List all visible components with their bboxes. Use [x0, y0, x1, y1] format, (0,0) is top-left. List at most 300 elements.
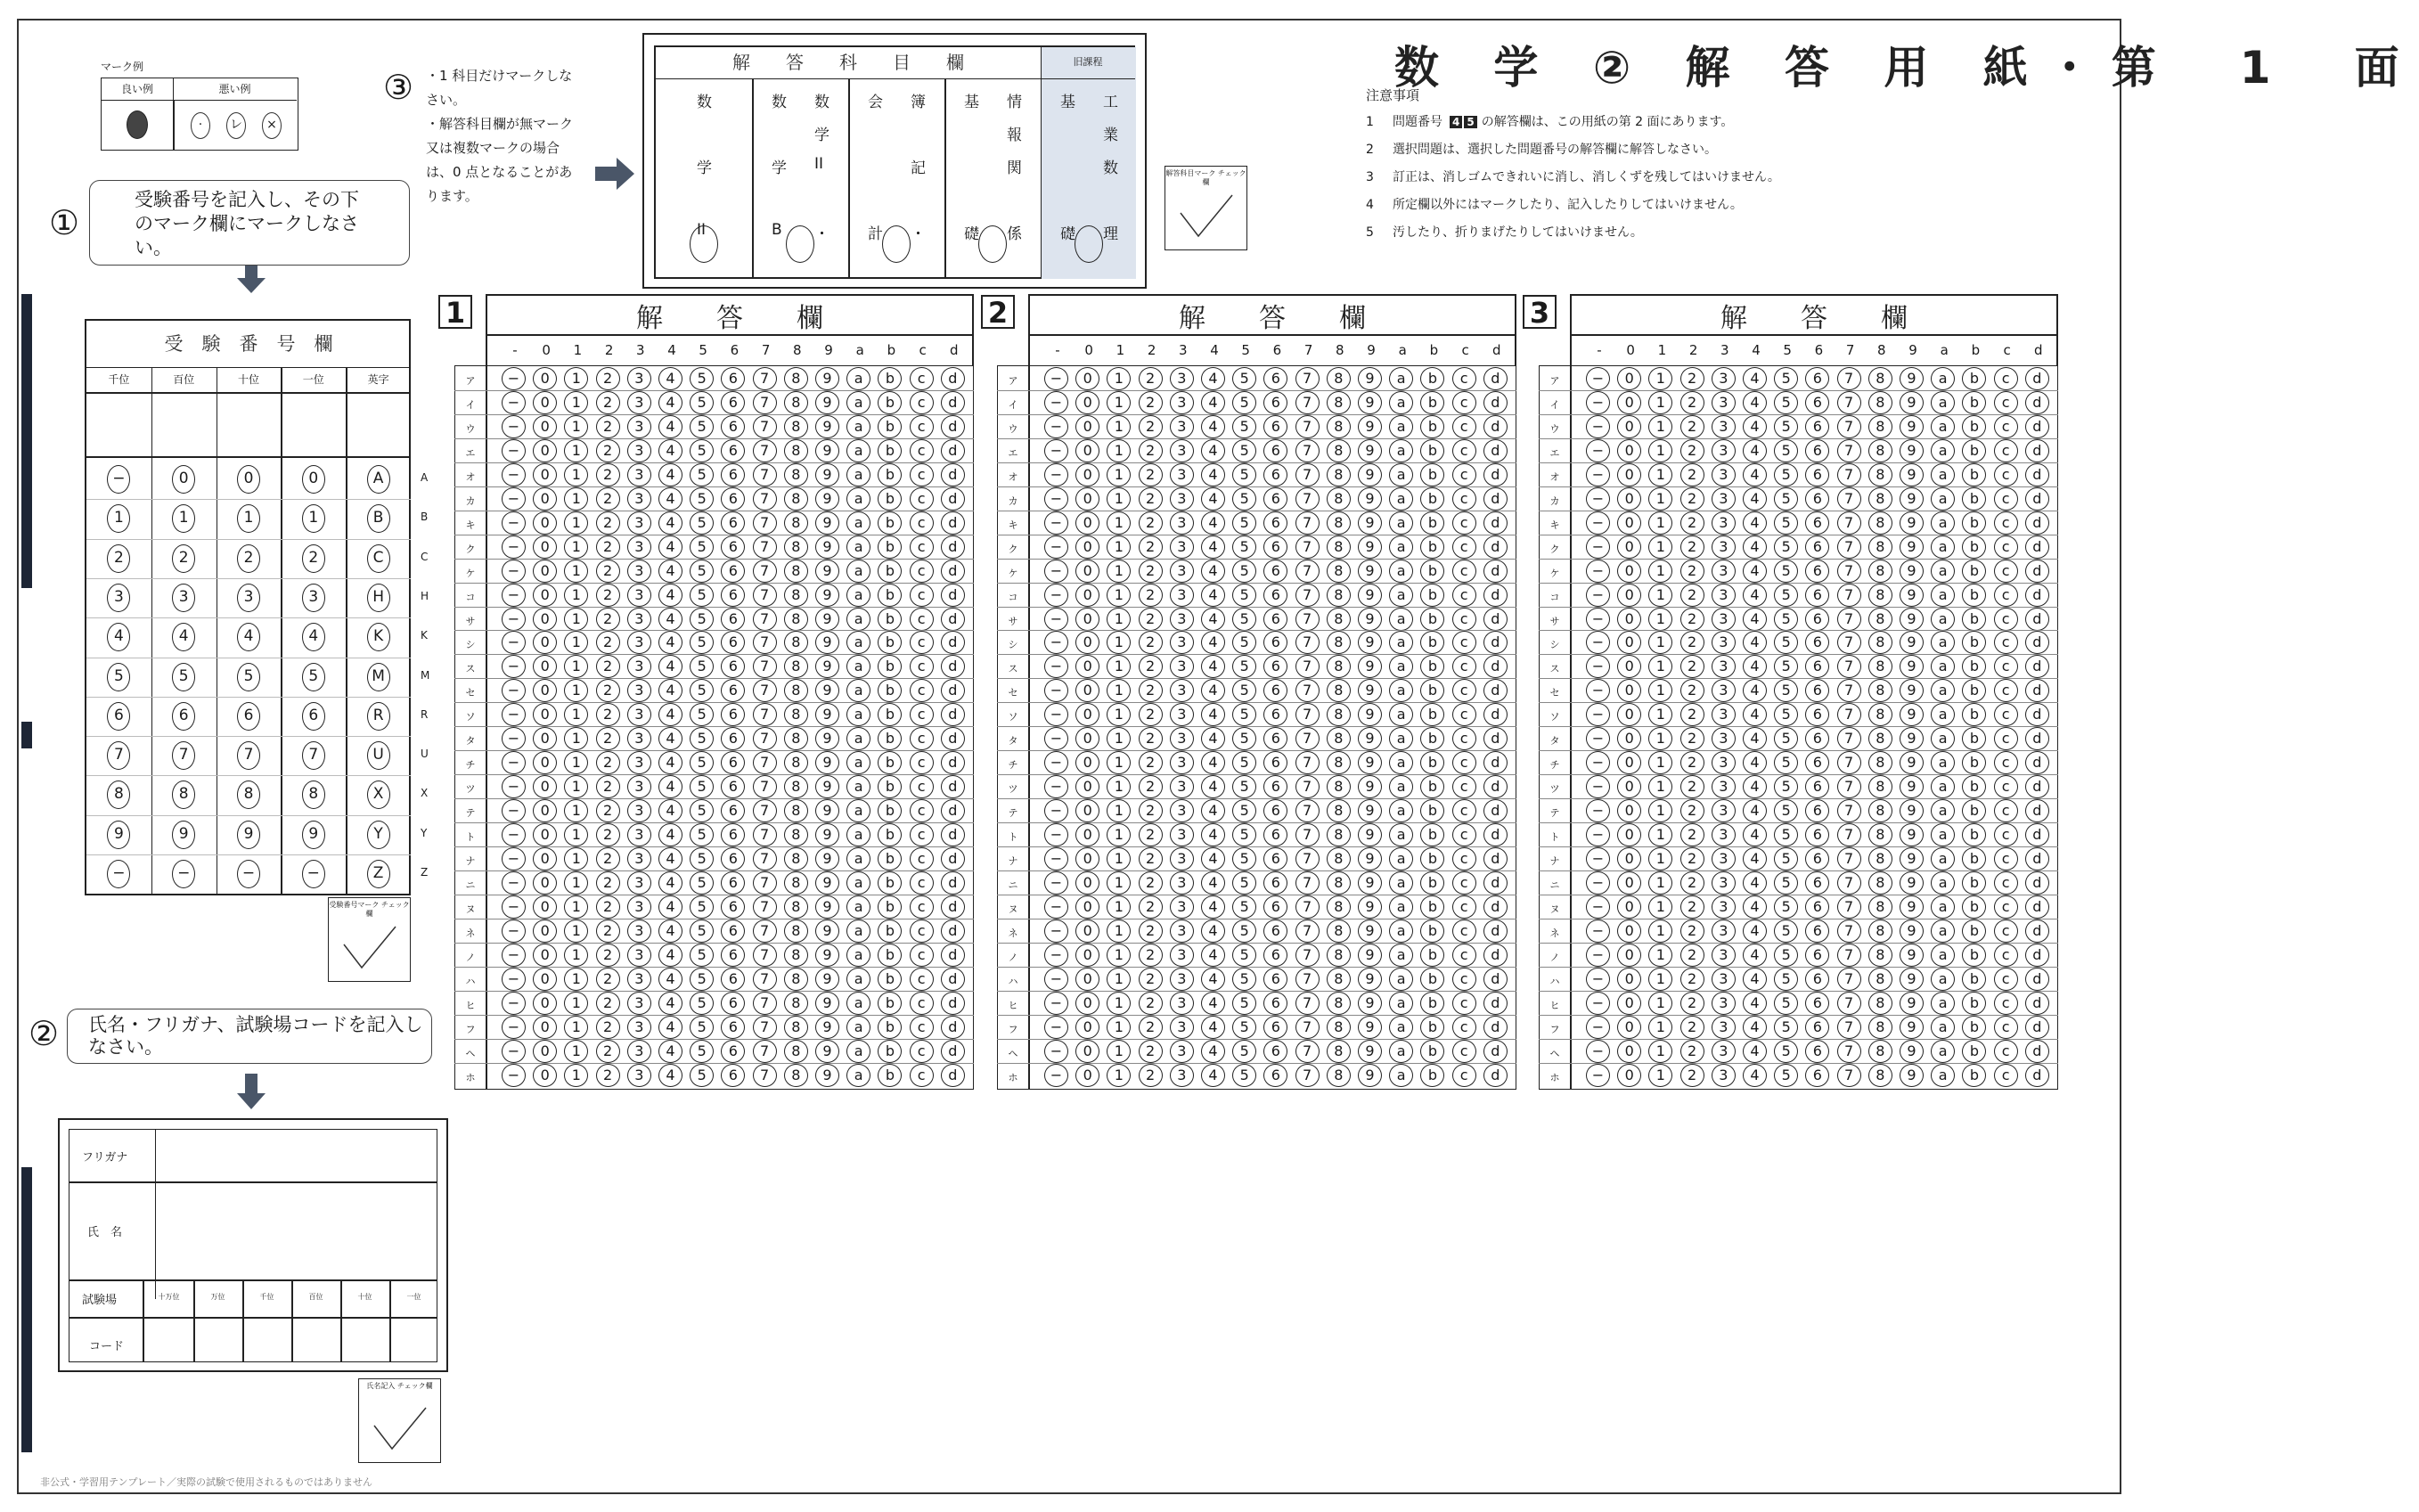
answer-bubble[interactable]: b: [1420, 631, 1444, 654]
answer-bubble[interactable]: c: [1994, 823, 2018, 846]
answer-bubble[interactable]: c: [1452, 487, 1476, 511]
answer-bubble[interactable]: b: [1962, 703, 1986, 726]
answer-bubble[interactable]: 1: [1107, 463, 1131, 486]
answer-bubble[interactable]: a: [1389, 1064, 1413, 1087]
answer-bubble[interactable]: a: [1389, 655, 1413, 678]
answer-bubble[interactable]: 9: [815, 415, 839, 438]
answer-bubble[interactable]: 6: [1805, 1016, 1829, 1039]
answer-bubble[interactable]: −: [1586, 463, 1610, 486]
answer-bubble[interactable]: 4: [1201, 895, 1225, 919]
answer-bubble[interactable]: c: [910, 391, 934, 414]
answer-bubble[interactable]: 7: [1837, 679, 1861, 702]
answer-bubble[interactable]: c: [1994, 968, 2018, 991]
answer-bubble[interactable]: 1: [564, 1016, 588, 1039]
answer-bubble[interactable]: 7: [753, 751, 777, 774]
answer-bubble[interactable]: 2: [1680, 727, 1704, 750]
answer-bubble[interactable]: 7: [1295, 584, 1320, 607]
answer-bubble[interactable]: 5: [1232, 560, 1256, 583]
answer-bubble[interactable]: 5: [690, 1064, 714, 1087]
answer-bubble[interactable]: c: [910, 751, 934, 774]
answer-bubble[interactable]: 6: [721, 415, 745, 438]
answer-bubble[interactable]: d: [941, 1040, 965, 1063]
answer-bubble[interactable]: c: [1452, 367, 1476, 390]
answer-bubble[interactable]: −: [502, 751, 526, 774]
answer-bubble[interactable]: b: [1420, 751, 1444, 774]
exam-digit-bubble[interactable]: 3: [172, 584, 195, 612]
answer-bubble[interactable]: 1: [1107, 703, 1131, 726]
answer-bubble[interactable]: −: [502, 560, 526, 583]
answer-bubble[interactable]: 9: [1358, 535, 1382, 559]
answer-bubble[interactable]: 0: [1075, 775, 1099, 798]
answer-bubble[interactable]: 3: [1170, 968, 1194, 991]
answer-bubble[interactable]: 2: [1139, 919, 1163, 943]
answer-bubble[interactable]: 9: [1358, 871, 1382, 895]
answer-bubble[interactable]: 9: [815, 679, 839, 702]
answer-bubble[interactable]: 2: [1680, 968, 1704, 991]
answer-bubble[interactable]: 0: [1075, 1064, 1099, 1087]
answer-bubble[interactable]: 4: [1201, 511, 1225, 535]
answer-bubble[interactable]: 9: [815, 487, 839, 511]
answer-bubble[interactable]: 4: [658, 871, 682, 895]
answer-bubble[interactable]: a: [1389, 608, 1413, 631]
answer-bubble[interactable]: 2: [1680, 992, 1704, 1015]
exam-digit-bubble[interactable]: 0: [302, 465, 325, 494]
furigana-field[interactable]: [157, 1130, 437, 1181]
answer-bubble[interactable]: 6: [1263, 584, 1287, 607]
answer-bubble[interactable]: 9: [1358, 751, 1382, 774]
answer-bubble[interactable]: b: [1420, 919, 1444, 943]
answer-bubble[interactable]: 8: [1868, 1040, 1892, 1063]
answer-bubble[interactable]: 1: [1648, 584, 1672, 607]
answer-bubble[interactable]: b: [878, 367, 902, 390]
answer-bubble[interactable]: d: [1483, 703, 1508, 726]
answer-bubble[interactable]: 9: [1358, 992, 1382, 1015]
answer-bubble[interactable]: d: [1483, 560, 1508, 583]
answer-bubble[interactable]: 0: [1617, 919, 1641, 943]
answer-bubble[interactable]: 8: [784, 895, 808, 919]
answer-bubble[interactable]: d: [2025, 367, 2049, 390]
answer-bubble[interactable]: 4: [1201, 703, 1225, 726]
answer-bubble[interactable]: 9: [1358, 367, 1382, 390]
answer-bubble[interactable]: −: [1044, 487, 1068, 511]
answer-bubble[interactable]: c: [910, 895, 934, 919]
answer-bubble[interactable]: 2: [1139, 487, 1163, 511]
answer-bubble[interactable]: 2: [596, 703, 620, 726]
exam-number-check-box[interactable]: [328, 897, 411, 982]
answer-bubble[interactable]: 6: [1805, 631, 1829, 654]
answer-bubble[interactable]: 9: [1900, 535, 1924, 559]
answer-bubble[interactable]: 6: [1263, 560, 1287, 583]
answer-bubble[interactable]: 9: [1358, 919, 1382, 943]
answer-bubble[interactable]: 4: [658, 919, 682, 943]
answer-bubble[interactable]: −: [1586, 775, 1610, 798]
exam-digit-bubble[interactable]: X: [367, 781, 390, 809]
answer-bubble[interactable]: 8: [1327, 439, 1351, 462]
answer-bubble[interactable]: 3: [1170, 775, 1194, 798]
answer-bubble[interactable]: 6: [1263, 968, 1287, 991]
answer-bubble[interactable]: −: [1586, 895, 1610, 919]
answer-bubble[interactable]: d: [1483, 463, 1508, 486]
exam-digit-bubble[interactable]: 9: [302, 821, 325, 849]
answer-bubble[interactable]: d: [941, 992, 965, 1015]
answer-bubble[interactable]: c: [1994, 871, 2018, 895]
answer-bubble[interactable]: 2: [1680, 703, 1704, 726]
answer-bubble[interactable]: 0: [1075, 463, 1099, 486]
answer-bubble[interactable]: 1: [1648, 655, 1672, 678]
answer-bubble[interactable]: 5: [690, 391, 714, 414]
answer-bubble[interactable]: 1: [564, 751, 588, 774]
answer-bubble[interactable]: c: [910, 1064, 934, 1087]
answer-bubble[interactable]: 1: [1648, 871, 1672, 895]
answer-bubble[interactable]: 3: [1712, 367, 1736, 390]
answer-bubble[interactable]: 5: [1232, 535, 1256, 559]
answer-bubble[interactable]: 8: [784, 871, 808, 895]
answer-bubble[interactable]: 2: [596, 463, 620, 486]
answer-bubble[interactable]: 0: [1075, 919, 1099, 943]
answer-bubble[interactable]: 0: [533, 1016, 557, 1039]
answer-bubble[interactable]: 4: [658, 535, 682, 559]
exam-digit-bubble[interactable]: 3: [107, 584, 130, 612]
answer-bubble[interactable]: 7: [1295, 391, 1320, 414]
answer-bubble[interactable]: a: [1389, 415, 1413, 438]
answer-bubble[interactable]: c: [910, 511, 934, 535]
answer-bubble[interactable]: b: [1962, 439, 1986, 462]
answer-bubble[interactable]: 0: [533, 391, 557, 414]
answer-bubble[interactable]: 0: [533, 919, 557, 943]
exam-digit-bubble[interactable]: 1: [107, 504, 130, 533]
answer-bubble[interactable]: c: [1452, 439, 1476, 462]
answer-bubble[interactable]: 7: [1295, 631, 1320, 654]
answer-bubble[interactable]: d: [941, 415, 965, 438]
answer-bubble[interactable]: −: [1586, 1064, 1610, 1087]
answer-bubble[interactable]: 6: [1805, 679, 1829, 702]
answer-bubble[interactable]: b: [1420, 608, 1444, 631]
answer-bubble[interactable]: 1: [1648, 1040, 1672, 1063]
answer-bubble[interactable]: 5: [690, 655, 714, 678]
answer-bubble[interactable]: 6: [1805, 535, 1829, 559]
subject-bubble[interactable]: [978, 225, 1007, 263]
answer-bubble[interactable]: 2: [1680, 415, 1704, 438]
answer-bubble[interactable]: 4: [1743, 367, 1767, 390]
answer-bubble[interactable]: d: [2025, 992, 2049, 1015]
answer-bubble[interactable]: 2: [1680, 1040, 1704, 1063]
answer-bubble[interactable]: 1: [1648, 535, 1672, 559]
answer-bubble[interactable]: 5: [1774, 992, 1798, 1015]
exam-write-box[interactable]: [282, 394, 344, 454]
answer-bubble[interactable]: −: [1044, 895, 1068, 919]
answer-bubble[interactable]: d: [1483, 727, 1508, 750]
answer-bubble[interactable]: 4: [1201, 992, 1225, 1015]
answer-bubble[interactable]: d: [1483, 944, 1508, 967]
answer-bubble[interactable]: c: [1452, 511, 1476, 535]
answer-bubble[interactable]: 0: [1617, 391, 1641, 414]
answer-bubble[interactable]: b: [878, 847, 902, 870]
answer-bubble[interactable]: b: [1420, 535, 1444, 559]
answer-bubble[interactable]: 9: [815, 847, 839, 870]
answer-bubble[interactable]: 4: [1743, 751, 1767, 774]
answer-bubble[interactable]: d: [1483, 439, 1508, 462]
answer-bubble[interactable]: 8: [784, 919, 808, 943]
answer-bubble[interactable]: 4: [1201, 968, 1225, 991]
answer-bubble[interactable]: 9: [1358, 608, 1382, 631]
answer-bubble[interactable]: d: [941, 679, 965, 702]
answer-bubble[interactable]: a: [846, 1040, 870, 1063]
answer-bubble[interactable]: 2: [596, 439, 620, 462]
answer-bubble[interactable]: 3: [1712, 560, 1736, 583]
answer-bubble[interactable]: 7: [1837, 823, 1861, 846]
subject-check-box[interactable]: [1165, 166, 1247, 250]
answer-bubble[interactable]: 3: [627, 847, 651, 870]
answer-bubble[interactable]: c: [1452, 992, 1476, 1015]
answer-bubble[interactable]: c: [1452, 799, 1476, 822]
answer-bubble[interactable]: 2: [1139, 871, 1163, 895]
answer-bubble[interactable]: 0: [1075, 608, 1099, 631]
answer-bubble[interactable]: 5: [690, 919, 714, 943]
answer-bubble[interactable]: 0: [1617, 535, 1641, 559]
answer-bubble[interactable]: a: [1389, 439, 1413, 462]
answer-bubble[interactable]: 7: [753, 895, 777, 919]
answer-bubble[interactable]: a: [1389, 703, 1413, 726]
answer-bubble[interactable]: c: [1994, 919, 2018, 943]
answer-bubble[interactable]: 5: [1774, 871, 1798, 895]
answer-bubble[interactable]: 6: [721, 823, 745, 846]
answer-bubble[interactable]: −: [502, 968, 526, 991]
answer-bubble[interactable]: 9: [1900, 655, 1924, 678]
answer-bubble[interactable]: b: [878, 511, 902, 535]
answer-bubble[interactable]: 8: [784, 631, 808, 654]
answer-bubble[interactable]: b: [878, 1064, 902, 1087]
answer-bubble[interactable]: 6: [721, 919, 745, 943]
answer-bubble[interactable]: b: [878, 944, 902, 967]
answer-bubble[interactable]: −: [1044, 968, 1068, 991]
answer-bubble[interactable]: a: [846, 655, 870, 678]
answer-bubble[interactable]: 7: [1295, 463, 1320, 486]
answer-bubble[interactable]: b: [1962, 895, 1986, 919]
answer-bubble[interactable]: 3: [1170, 1064, 1194, 1087]
answer-bubble[interactable]: 0: [1617, 799, 1641, 822]
answer-bubble[interactable]: 0: [1075, 415, 1099, 438]
answer-bubble[interactable]: 9: [1900, 823, 1924, 846]
answer-bubble[interactable]: c: [1994, 847, 2018, 870]
answer-bubble[interactable]: 1: [1648, 367, 1672, 390]
answer-bubble[interactable]: 3: [1170, 487, 1194, 511]
answer-bubble[interactable]: 8: [784, 775, 808, 798]
answer-bubble[interactable]: 1: [1648, 631, 1672, 654]
answer-bubble[interactable]: a: [1931, 968, 1955, 991]
answer-bubble[interactable]: a: [846, 511, 870, 535]
answer-bubble[interactable]: 0: [1075, 799, 1099, 822]
answer-bubble[interactable]: 0: [1617, 560, 1641, 583]
answer-bubble[interactable]: 2: [596, 367, 620, 390]
answer-bubble[interactable]: 8: [1868, 871, 1892, 895]
answer-bubble[interactable]: 6: [1805, 415, 1829, 438]
answer-bubble[interactable]: c: [910, 799, 934, 822]
answer-bubble[interactable]: 6: [1263, 751, 1287, 774]
code-digit-field[interactable]: [293, 1320, 339, 1361]
answer-bubble[interactable]: a: [1931, 919, 1955, 943]
answer-bubble[interactable]: a: [846, 439, 870, 462]
answer-bubble[interactable]: 6: [1263, 703, 1287, 726]
answer-bubble[interactable]: 3: [627, 944, 651, 967]
answer-bubble[interactable]: 1: [564, 992, 588, 1015]
answer-bubble[interactable]: −: [502, 391, 526, 414]
answer-bubble[interactable]: 5: [1774, 751, 1798, 774]
answer-bubble[interactable]: b: [1962, 1064, 1986, 1087]
answer-bubble[interactable]: c: [1452, 463, 1476, 486]
answer-bubble[interactable]: d: [2025, 631, 2049, 654]
answer-bubble[interactable]: 2: [596, 751, 620, 774]
answer-bubble[interactable]: 7: [753, 391, 777, 414]
answer-bubble[interactable]: 3: [1170, 703, 1194, 726]
answer-bubble[interactable]: 5: [690, 608, 714, 631]
answer-bubble[interactable]: 9: [1900, 727, 1924, 750]
answer-bubble[interactable]: 0: [533, 1064, 557, 1087]
answer-bubble[interactable]: 5: [690, 847, 714, 870]
answer-bubble[interactable]: 6: [1263, 727, 1287, 750]
answer-bubble[interactable]: 3: [1170, 631, 1194, 654]
answer-bubble[interactable]: d: [941, 487, 965, 511]
answer-bubble[interactable]: 3: [627, 1064, 651, 1087]
answer-bubble[interactable]: 5: [1774, 703, 1798, 726]
answer-bubble[interactable]: 3: [627, 367, 651, 390]
answer-bubble[interactable]: 5: [1232, 799, 1256, 822]
answer-bubble[interactable]: 0: [533, 823, 557, 846]
answer-bubble[interactable]: 7: [1837, 703, 1861, 726]
answer-bubble[interactable]: 5: [1232, 944, 1256, 967]
answer-bubble[interactable]: −: [502, 871, 526, 895]
answer-bubble[interactable]: a: [1931, 487, 1955, 511]
answer-bubble[interactable]: 4: [658, 560, 682, 583]
answer-bubble[interactable]: 1: [1648, 463, 1672, 486]
answer-bubble[interactable]: b: [1962, 992, 1986, 1015]
answer-bubble[interactable]: −: [1586, 799, 1610, 822]
answer-bubble[interactable]: 2: [1139, 1016, 1163, 1039]
answer-bubble[interactable]: −: [1044, 535, 1068, 559]
answer-bubble[interactable]: 2: [596, 511, 620, 535]
answer-bubble[interactable]: 0: [533, 775, 557, 798]
answer-bubble[interactable]: c: [910, 679, 934, 702]
answer-bubble[interactable]: 8: [1327, 944, 1351, 967]
answer-bubble[interactable]: 8: [1868, 584, 1892, 607]
answer-bubble[interactable]: 9: [815, 391, 839, 414]
answer-bubble[interactable]: 9: [1900, 1016, 1924, 1039]
answer-bubble[interactable]: 3: [1170, 679, 1194, 702]
answer-bubble[interactable]: c: [1994, 391, 2018, 414]
answer-bubble[interactable]: 0: [1075, 511, 1099, 535]
answer-bubble[interactable]: 3: [1170, 727, 1194, 750]
answer-bubble[interactable]: −: [1044, 391, 1068, 414]
answer-bubble[interactable]: 2: [1680, 487, 1704, 511]
answer-bubble[interactable]: a: [1389, 679, 1413, 702]
answer-bubble[interactable]: 2: [596, 799, 620, 822]
answer-bubble[interactable]: 7: [1295, 751, 1320, 774]
answer-bubble[interactable]: a: [1389, 391, 1413, 414]
answer-bubble[interactable]: d: [941, 823, 965, 846]
answer-bubble[interactable]: 9: [1900, 391, 1924, 414]
answer-bubble[interactable]: 5: [1232, 391, 1256, 414]
answer-bubble[interactable]: a: [1389, 535, 1413, 559]
answer-bubble[interactable]: 7: [753, 823, 777, 846]
answer-bubble[interactable]: 8: [784, 439, 808, 462]
answer-bubble[interactable]: 2: [1680, 751, 1704, 774]
answer-bubble[interactable]: 2: [596, 727, 620, 750]
answer-bubble[interactable]: d: [941, 847, 965, 870]
answer-bubble[interactable]: c: [1994, 487, 2018, 511]
answer-bubble[interactable]: 8: [784, 847, 808, 870]
answer-bubble[interactable]: 6: [1805, 511, 1829, 535]
answer-bubble[interactable]: c: [1994, 1016, 2018, 1039]
answer-bubble[interactable]: c: [1994, 895, 2018, 919]
answer-bubble[interactable]: 2: [596, 775, 620, 798]
answer-bubble[interactable]: 9: [1358, 463, 1382, 486]
answer-bubble[interactable]: 1: [564, 871, 588, 895]
answer-bubble[interactable]: 9: [1358, 439, 1382, 462]
answer-bubble[interactable]: d: [941, 968, 965, 991]
answer-bubble[interactable]: 9: [815, 944, 839, 967]
answer-bubble[interactable]: 9: [815, 655, 839, 678]
answer-bubble[interactable]: 6: [1263, 415, 1287, 438]
answer-bubble[interactable]: 4: [1201, 679, 1225, 702]
answer-bubble[interactable]: c: [910, 560, 934, 583]
answer-bubble[interactable]: c: [910, 584, 934, 607]
answer-bubble[interactable]: a: [846, 871, 870, 895]
answer-bubble[interactable]: −: [1044, 751, 1068, 774]
answer-bubble[interactable]: 1: [1648, 1064, 1672, 1087]
answer-bubble[interactable]: 5: [1232, 727, 1256, 750]
answer-bubble[interactable]: a: [1931, 871, 1955, 895]
answer-bubble[interactable]: 0: [1617, 463, 1641, 486]
answer-bubble[interactable]: 0: [1617, 847, 1641, 870]
answer-bubble[interactable]: 8: [1868, 847, 1892, 870]
answer-bubble[interactable]: b: [1420, 511, 1444, 535]
answer-bubble[interactable]: −: [502, 823, 526, 846]
answer-bubble[interactable]: 4: [1201, 799, 1225, 822]
answer-bubble[interactable]: 3: [1712, 655, 1736, 678]
answer-bubble[interactable]: 8: [1868, 391, 1892, 414]
answer-bubble[interactable]: 9: [815, 535, 839, 559]
answer-bubble[interactable]: d: [2025, 511, 2049, 535]
answer-bubble[interactable]: a: [1389, 631, 1413, 654]
answer-bubble[interactable]: a: [1389, 823, 1413, 846]
answer-bubble[interactable]: 9: [1900, 847, 1924, 870]
answer-bubble[interactable]: 2: [1139, 1040, 1163, 1063]
answer-bubble[interactable]: 4: [658, 679, 682, 702]
answer-bubble[interactable]: 1: [1648, 703, 1672, 726]
answer-bubble[interactable]: 7: [1837, 968, 1861, 991]
answer-bubble[interactable]: 7: [753, 1016, 777, 1039]
answer-bubble[interactable]: 3: [627, 655, 651, 678]
answer-bubble[interactable]: a: [1931, 463, 1955, 486]
answer-bubble[interactable]: 6: [721, 367, 745, 390]
answer-bubble[interactable]: b: [1962, 535, 1986, 559]
answer-bubble[interactable]: b: [1420, 391, 1444, 414]
answer-bubble[interactable]: a: [1389, 895, 1413, 919]
answer-bubble[interactable]: d: [941, 775, 965, 798]
answer-bubble[interactable]: 7: [753, 631, 777, 654]
answer-bubble[interactable]: 2: [596, 968, 620, 991]
answer-bubble[interactable]: 1: [1107, 751, 1131, 774]
answer-bubble[interactable]: 5: [690, 775, 714, 798]
answer-bubble[interactable]: 2: [596, 944, 620, 967]
answer-bubble[interactable]: 3: [1712, 584, 1736, 607]
answer-bubble[interactable]: 1: [1107, 919, 1131, 943]
answer-bubble[interactable]: −: [1586, 727, 1610, 750]
answer-bubble[interactable]: 1: [1107, 391, 1131, 414]
answer-bubble[interactable]: a: [1931, 439, 1955, 462]
answer-bubble[interactable]: 7: [1295, 1064, 1320, 1087]
answer-bubble[interactable]: a: [1389, 1016, 1413, 1039]
answer-bubble[interactable]: 0: [1617, 1040, 1641, 1063]
